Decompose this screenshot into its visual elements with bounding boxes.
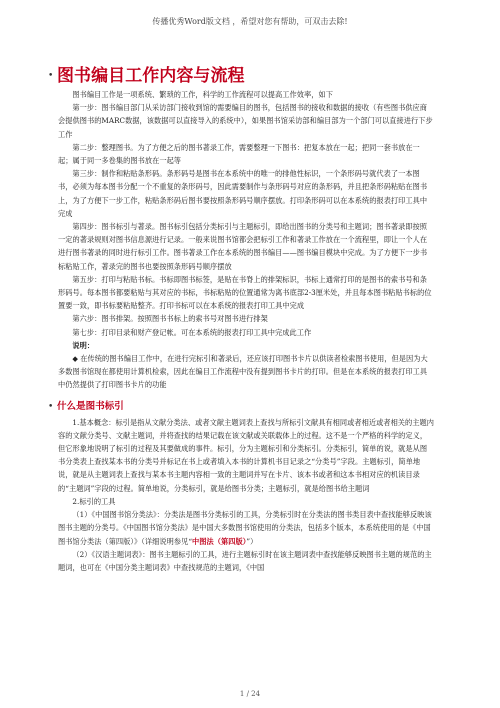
concept-paragraph: 1.基本概念：标引是指从文献分类法、或者文献主题词表上查找与所标引文献具有相同或者相近或者相关的主题内容的文献分类号、文献主题词，并将查找的结果记载在该文献或关联载体上的过程。这不是一个严格的科学的定义，但它形象地说明了标引的过程及其要做成的事件。标引，分为主题标引和分类标引。分类标引，简单的说，就是从图书分类表上查找某本书的分类号并标记在书上或者填入本书的计算机书目记录之“分类号”字段。主题标引，简单地说，就是从主题词表上查找与某本书主题内容相一致的主题词并写在卡片、该本书或者和这本书相对应的机读目录的“主题词”字段的过程。简单地说，分类标引，就是给图书分类；主题标引，就是给图书给主题词 — [58, 417, 434, 493]
tool-paragraph-thesaurus: （2）《汉语主题词表》：图书主题标引的工具，进行主题标引时在该主题词表中查找能够反映图书主题的规范的主题词，也可在《中国分类主题词表》中查找规范的主题词，《中国 — [58, 549, 432, 572]
step-paragraph: 第五步：打印与粘贴书标。书标即图书标签，是贴在书脊上的排架标识，书标上通常打印的是图书的索书号和条形码号。每本图书都要粘贴与其对应的书标，书标粘贴的位置通常为离书底部2-3厘米处，并且每本图书粘贴书标的位置要一致，即书标要粘贴整齐。打印书标可以在本系统的报表打印工具中完成 — [58, 274, 432, 311]
section-title-row — [48, 66, 434, 86]
section-title-row — [48, 400, 434, 414]
step-paragraph: 第一步：图书编目部门从采访部门接收到馆的需要编目的图书，包括图书的接收和数据的接收（有些图书供应商会提供图书的MARC数据，该数据可以直接导入的系统中），如果图书馆采访部和编目部为一个部门可以直接进行下步工作 — [58, 103, 433, 139]
tool-text: （1）《中国图书馆分类法》：分类法是图书分类标引的工具，分类标引时在分类法的图书类目表中查找能够反映该图书主题的分类号。《中国图书馆分类法》是中国大多数图书馆使用的分类法，包括多个版本，本系统使用的是《中国图书馆分类法（第四版）》（详细说明参见“ — [58, 510, 432, 546]
step-paragraph: 第四步：图书标引与著录。图书标引包括分类标引与主题标引，即给出图书的分类号和主题词；图书著录即按照一定的著录规则对图书信息源进行记录。一般来说图书馆都会把标引工作和著录工作放在一个流程里，即让一个人在进行图书著录的同时进行标引工作。图书著录工作在本系统的图书编目——图书编目模块中完成。为了方便下一步书标粘贴工作，著录完的图书也要按照条形码号顺序摆放 — [58, 222, 428, 271]
tool-text: ”） — [246, 536, 258, 546]
section-title-indexing: 什么是图书标引 — [57, 400, 124, 412]
bullet-icon: • — [48, 401, 54, 412]
bullet-icon: • — [48, 71, 54, 81]
step-paragraph: 第三步：制作和粘贴条形码。条形码号是图书在本系统中的唯一的排他性标识，一个条形码号就代表了一本图书，必须为每本图书分配一个不重复的条形码号，因此需要制作与条形码号对应的条形码，并且把条形码粘贴在图书上，为了方便下一步工作，粘贴条形码后图书要按照条形码号顺序摆放。打印条形码可以在本系统的报表打印工具中完成 — [58, 169, 428, 218]
intro-paragraph: 图书编目工作是一项系统、繁琐的工作，科学的工作流程可以提高工作效率，如下 — [72, 90, 333, 99]
section-title-cataloging: 图书编目工作内容与流程 — [57, 66, 245, 86]
tools-heading: 2.标引的工具 — [72, 496, 116, 506]
page-banner: 传播优秀Word版文档 ，希望对您有帮助，可双击去除! — [152, 17, 348, 26]
step-paragraph: 第七步：打印目录和财产登记帐。可在本系统的报表打印工具中完成此工作 — [72, 327, 312, 337]
step-paragraph: 第六步：图书排架。按照图书书标上的索书号对图书进行排架 — [72, 314, 268, 324]
page-number: 1 / 24 — [239, 690, 261, 698]
step-paragraph: 第二步：整理图书。为了方便之后的图书著录工作，需要整理一下图书：把复本放在一起；把同一套书放在一起；属于同一多卷集的图书放在一起等 — [58, 142, 420, 166]
clc-link[interactable]: 中图法（第四版） — [192, 536, 247, 546]
document-body — [48, 66, 434, 574]
tool-paragraph-clc — [58, 508, 434, 548]
note-paragraph: ◆ 在传统的图书编目工作中，在进行完标引和著录后，还应该打印图书卡片以供读者检索图书使用，但是因为大多数图书馆现在都使用计算机检索，因此在编目工作流程中没有提到图书卡片的打印。但是在本系统的报表打印工具中仍然提供了打印图书卡片的功能 — [58, 354, 428, 390]
note-label: 说明： — [72, 340, 95, 350]
